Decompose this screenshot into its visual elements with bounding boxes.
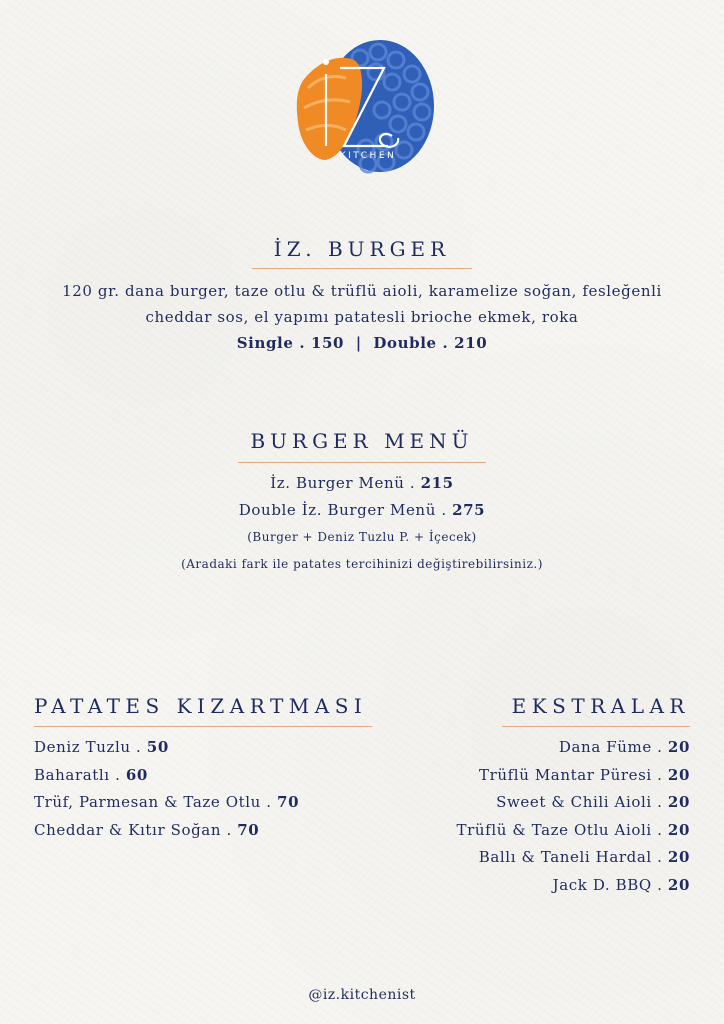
ekstralar-item-price: 20	[667, 848, 690, 866]
ekstralar-item-name: Trüflü Mantar Püresi .	[479, 765, 663, 784]
patates-title: PATATES KIZARTMASI	[34, 694, 368, 718]
patates-item-price: 70	[277, 793, 300, 811]
iz-kitchen-logo	[288, 38, 438, 178]
ekstralar-item-price: 20	[667, 820, 690, 839]
ekstralar-list	[457, 734, 690, 899]
ekstralar-item	[457, 844, 690, 872]
iz-burger-title: İZ. BURGER	[273, 237, 451, 261]
logo-subtext: KITCHEN	[339, 151, 397, 161]
patates-item-price: 70	[237, 820, 260, 839]
ekstralar-item	[457, 817, 690, 845]
patates-item	[34, 762, 299, 790]
burger-menu-item-price: 215	[420, 474, 454, 492]
burger-menu-note: (Aradaki fark ile patates tercihinizi değiştirebilirsiniz.)	[181, 557, 543, 571]
burger-menu-item-name: Double İz. Burger Menü .	[238, 501, 447, 519]
ekstralar-item-name: Trüflü & Taze Otlu Aioli .	[456, 820, 663, 839]
burger-menu-item	[0, 474, 724, 492]
burger-menu-note: (Burger + Deniz Tuzlu P. + İçecek)	[247, 530, 477, 544]
ekstralar-item	[457, 762, 690, 790]
patates-item	[34, 734, 299, 762]
patates-item-name: Cheddar & Kıtır Soğan .	[34, 820, 232, 839]
ekstralar-item-price: 20	[667, 738, 690, 756]
patates-title-rule	[34, 726, 372, 727]
ekstralar-item-name: Sweet & Chili Aioli .	[496, 793, 663, 811]
iz-burger-prices: Single . 150 | Double . 210	[236, 334, 488, 352]
ekstralar-title: EKSTRALAR	[511, 694, 690, 718]
ekstralar-item-price: 20	[667, 793, 690, 811]
ekstralar-item-name: Dana Füme .	[558, 738, 663, 756]
burger-menu-item-name: İz. Burger Menü .	[270, 474, 416, 492]
burger-menu-title-rule	[238, 462, 486, 463]
burger-menu-title: BURGER MENÜ	[250, 429, 474, 453]
instagram-handle: @iz.kitchenist	[308, 987, 416, 1003]
patates-item-name: Baharatlı .	[34, 765, 121, 784]
patates-item	[34, 789, 299, 817]
ekstralar-item-name: Jack D. BBQ .	[552, 875, 663, 894]
ekstralar-item-name: Ballı & Taneli Hardal .	[478, 848, 663, 866]
burger-menu-item-price: 275	[452, 501, 486, 519]
ekstralar-item-price: 20	[667, 765, 690, 784]
ekstralar-item	[457, 872, 690, 900]
patates-item-name: Trüf, Parmesan & Taze Otlu .	[34, 793, 272, 811]
iz-burger-description-line1: 120 gr. dana burger, taze otlu & trüflü aioli, karamelize soğan, fesleğenli	[62, 282, 662, 300]
ekstralar-item-price: 20	[667, 875, 690, 894]
patates-list	[34, 734, 299, 844]
patates-item	[34, 817, 299, 845]
patates-item-name: Deniz Tuzlu .	[34, 738, 142, 756]
patates-item-price: 50	[146, 738, 169, 756]
iz-burger-title-rule	[252, 268, 472, 269]
burger-menu-item	[0, 501, 724, 519]
ekstralar-item	[457, 789, 690, 817]
patates-item-price: 60	[125, 765, 148, 784]
iz-burger-description-line2: cheddar sos, el yapımı patatesli brioche ekmek, roka	[145, 308, 579, 326]
ekstralar-title-rule	[502, 726, 690, 727]
ekstralar-item	[457, 734, 690, 762]
